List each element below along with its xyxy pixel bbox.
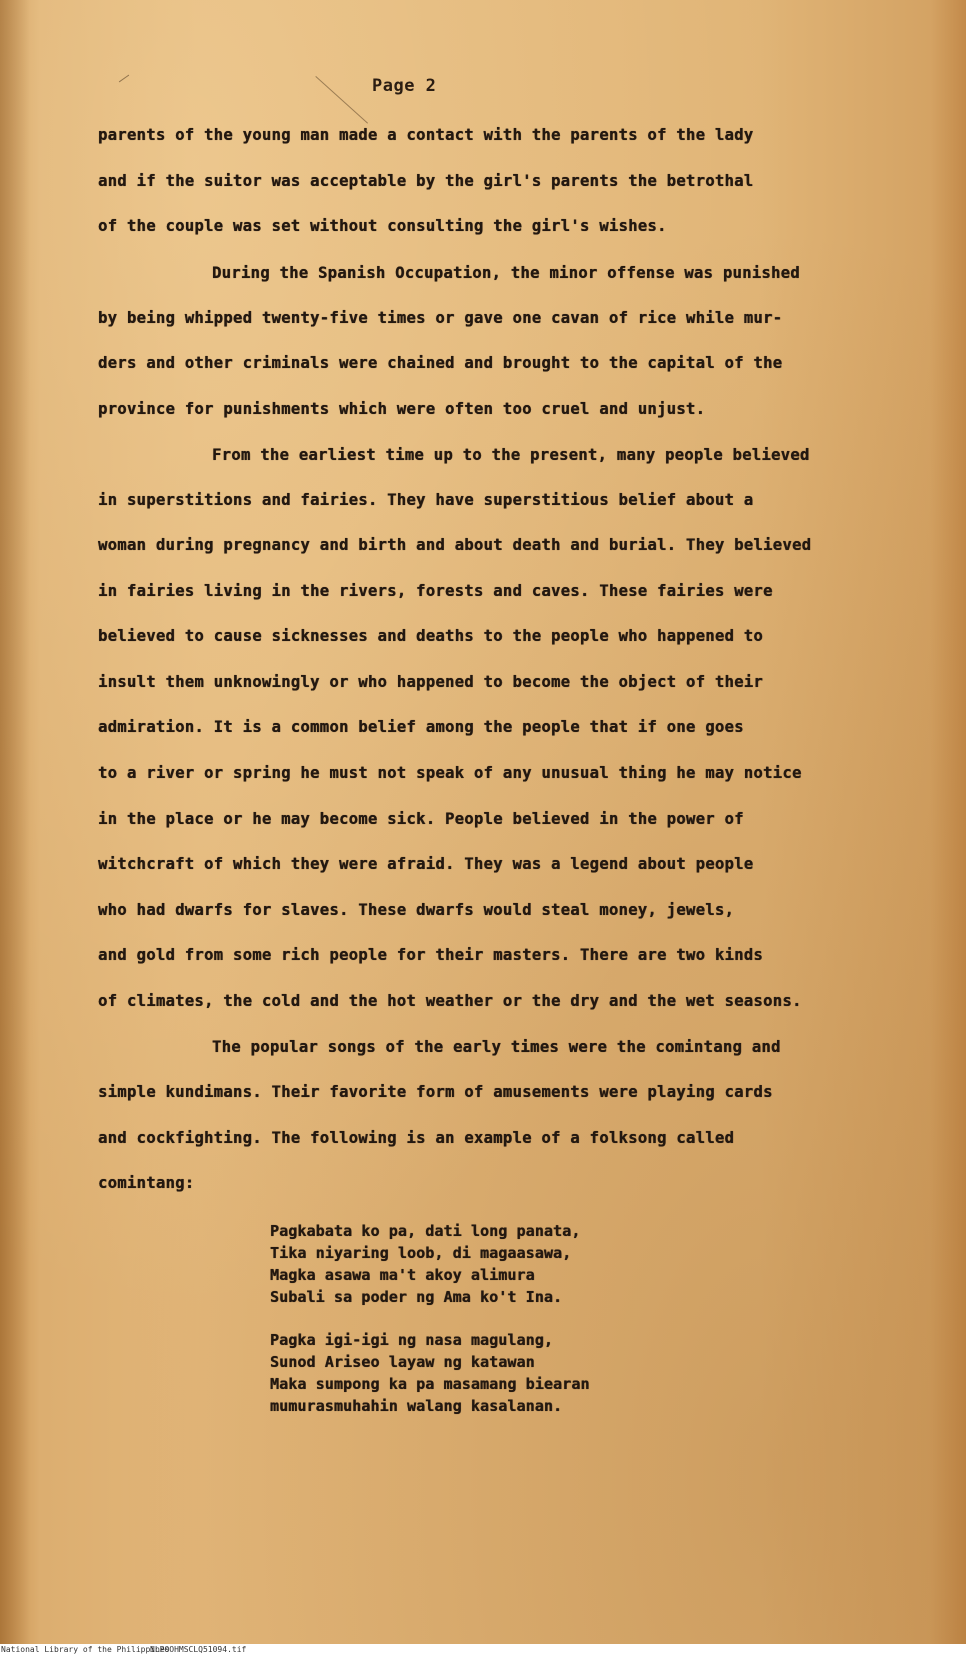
body-line: The popular songs of the early times were the comintang and — [212, 1038, 781, 1056]
poem-line: mumurasmuhahin walang kasalanan. — [270, 1397, 563, 1415]
body-line: who had dwarfs for slaves. These dwarfs would steal money, jewels, — [98, 901, 735, 919]
body-line: and gold from some rich people for their masters. There are two kinds — [98, 946, 764, 964]
body-line: in the place or he may become sick. People believed in the power of — [98, 810, 744, 828]
poem-line: Magka asawa ma't akoy alimura — [270, 1266, 535, 1284]
poem-line: Subali sa poder ng Ama ko't Ina. — [270, 1288, 563, 1306]
body-line: in fairies living in the rivers, forests and caves. These fairies were — [98, 582, 773, 600]
footer-filename: NLPOOHMSCLQ51094.tif — [150, 1645, 247, 1654]
poem-line: Pagka igi-igi ng nasa magulang, — [270, 1331, 554, 1349]
poem-line: Pagkabata ko pa, dati long panata, — [270, 1222, 581, 1240]
body-line: of climates, the cold and the hot weather or the dry and the wet seasons. — [98, 992, 802, 1010]
body-line: in superstitions and fairies. They have superstitious belief about a — [98, 491, 754, 509]
page-edge-shadow — [0, 0, 30, 1644]
body-line: witchcraft of which they were afraid. They was a legend about people — [98, 855, 754, 873]
body-line: and if the suitor was acceptable by the girl's parents the betrothal — [98, 172, 754, 190]
body-line: by being whipped twenty-five times or gave one cavan of rice while mur- — [98, 309, 783, 327]
body-line: to a river or spring he must not speak of any unusual thing he may notice — [98, 764, 802, 782]
body-line: From the earliest time up to the present, many people believed — [212, 446, 810, 464]
body-line: simple kundimans. Their favorite form of amusements were playing cards — [98, 1083, 773, 1101]
body-line: province for punishments which were often too cruel and unjust. — [98, 400, 706, 418]
body-line: parents of the young man made a contact with the parents of the lady — [98, 126, 754, 144]
body-line: of the couple was set without consulting the girl's wishes. — [98, 217, 667, 235]
stray-pen-mark — [119, 75, 129, 83]
body-line: woman during pregnancy and birth and about death and burial. They believed — [98, 536, 812, 554]
body-line: and cockfighting. The following is an example of a folksong called — [98, 1129, 735, 1147]
scan-footer — [0, 1644, 966, 1658]
poem-line: Maka sumpong ka pa masamang biearan — [270, 1375, 590, 1393]
stray-pencil-line — [315, 76, 368, 124]
body-line: believed to cause sicknesses and deaths to the people who happened to — [98, 627, 764, 645]
footer-library: National Library of the Philippines — [1, 1645, 170, 1654]
body-line: During the Spanish Occupation, the minor offense was punished — [212, 264, 800, 282]
poem-line: Tika niyaring loob, di magaasawa, — [270, 1244, 572, 1262]
page-number: Page 2 — [372, 76, 437, 96]
body-line: admiration. It is a common belief among the people that if one goes — [98, 718, 744, 736]
body-line: insult them unknowingly or who happened to become the object of their — [98, 673, 764, 691]
poem-line: Sunod Ariseo layaw ng katawan — [270, 1353, 535, 1371]
body-line: comintang: — [98, 1174, 195, 1192]
body-line: ders and other criminals were chained and brought to the capital of the — [98, 354, 783, 372]
